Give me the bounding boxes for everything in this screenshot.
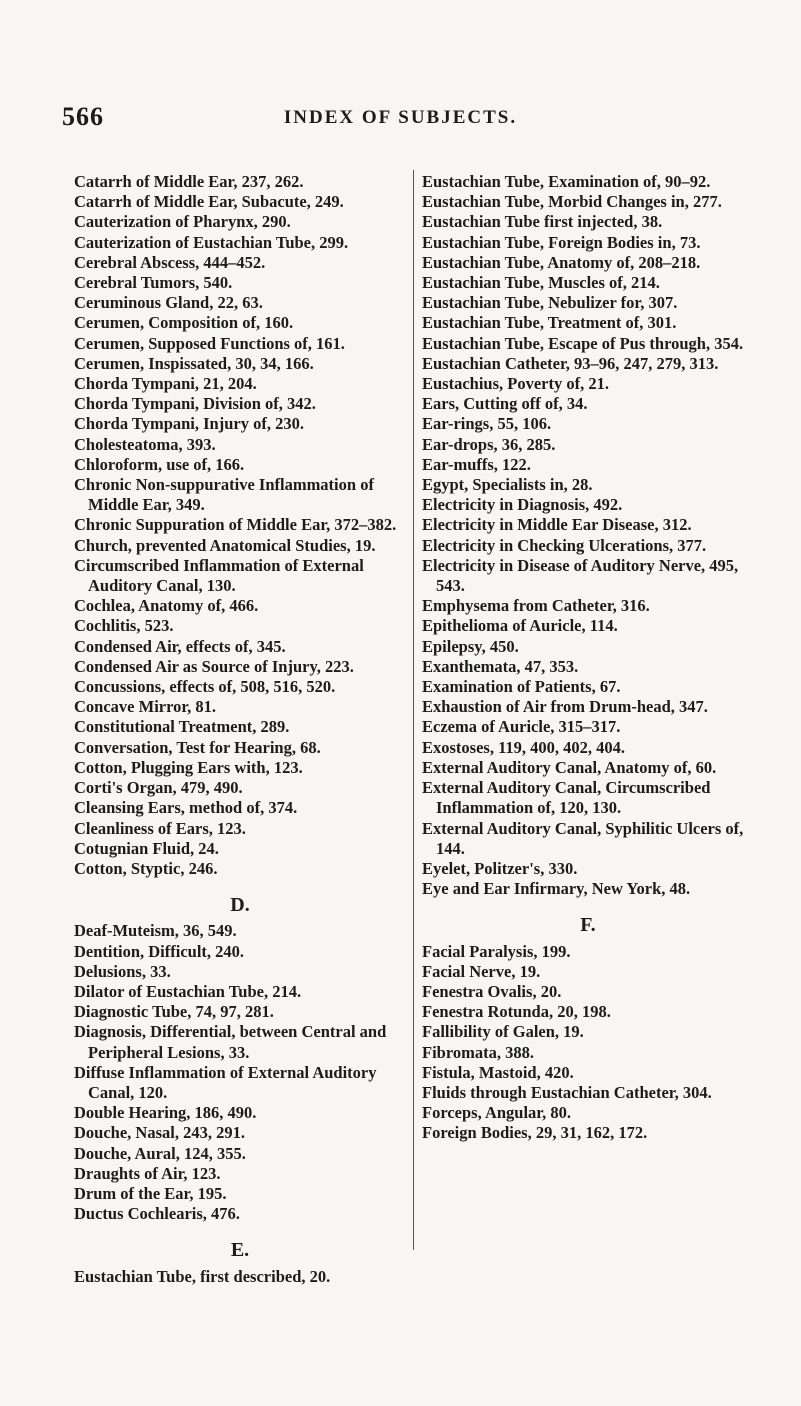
index-entry: Ear-rings, 55, 106. [422,414,552,434]
index-entry: Douche, Aural, 124, 355. [74,1143,246,1163]
index-entry: Circumscribed Inflammation of External Auditory Canal, 130. [74,555,364,596]
index-entry: Drum of the Ear, 195. [74,1183,227,1203]
index-entry: Ear-muffs, 122. [422,454,531,474]
index-entry: Cochlitis, 523. [74,616,174,636]
index-entry: Facial Nerve, 19. [422,961,541,981]
section-letter: D. [230,894,250,917]
running-head: INDEX OF SUBJECTS. [283,107,518,128]
index-entry: Eye and Ear Infirmary, New York, 48. [422,879,691,899]
index-entry: Electricity in Middle Ear Disease, 312. [422,515,692,535]
index-entry: Electricity in Checking Ulcerations, 377. [422,535,707,555]
index-entry: Epilepsy, 450. [422,636,519,656]
index-entry: Cochlea, Anatomy of, 466. [74,596,259,616]
index-entry: External Auditory Canal, Anatomy of, 60. [422,757,717,777]
section-letter: F. [580,914,596,937]
index-entry: Dilator of Eustachian Tube, 214. [74,981,302,1001]
index-entry: Cotugnian Fluid, 24. [74,838,219,858]
index-entry: External Auditory Canal, Circumscribed Inflammation of, 120, 130. [422,778,711,818]
index-entry: Double Hearing, 186, 490. [74,1103,257,1123]
right-index-column [422,172,754,1144]
index-entry: Diffuse Inflammation of External Auditory Canal, 120. [74,1062,377,1102]
column-divider [413,170,414,1250]
index-entry: Constitutional Treatment, 289. [74,717,290,737]
index-entry: Catarrh of Middle Ear, Subacute, 249. [74,192,344,212]
index-entry: Church, prevented Anatomical Studies, 19. [74,535,376,555]
index-entry: Draughts of Air, 123. [74,1163,221,1183]
index-entry: Fenestra Ovalis, 20. [422,981,562,1001]
index-entry: Emphysema from Catheter, 316. [422,596,650,616]
index-entry: Eustachian Tube, Muscles of, 214. [422,273,660,293]
index-entry: Cerumen, Inspissated, 30, 34, 166. [74,353,314,373]
index-entry: Eustachian Catheter, 93–96, 247, 279, 313. [422,353,719,373]
index-entry: Eustachius, Poverty of, 21. [422,374,609,394]
index-entry: Fistula, Mastoid, 420. [422,1062,574,1082]
index-entry: Chronic Suppuration of Middle Ear, 372–382. [74,515,397,535]
index-entry: Condensed Air, effects of, 345. [74,636,286,656]
index-entry: Eustachian Tube, Nebulizer for, 307. [422,293,678,313]
index-entry: Exhaustion of Air from Drum-head, 347. [422,697,708,717]
index-entry: Catarrh of Middle Ear, 237, 262. [74,172,304,191]
index-entry: Cauterization of Pharynx, 290. [74,212,291,232]
index-entry: Exostoses, 119, 400, 402, 404. [422,737,626,757]
index-entry: Dentition, Difficult, 240. [74,941,245,961]
page-number: 566 [62,102,104,131]
index-entry: Exanthemata, 47, 353. [422,656,579,676]
index-entry: Eyelet, Politzer's, 330. [422,858,578,878]
index-entry: Condensed Air as Source of Injury, 223. [74,656,354,676]
index-entry: Electricity in Diagnosis, 492. [422,495,623,515]
index-entry: Egypt, Specialists in, 28. [422,475,593,495]
index-entry: Fallibility of Galen, 19. [422,1022,584,1042]
index-entry: Eustachian Tube, first described, 20. [74,1266,331,1286]
index-entry: Ear-drops, 36, 285. [422,434,556,454]
index-entry: Eustachian Tube first injected, 38. [422,212,663,232]
index-entry: External Auditory Canal, Syphilitic Ulcers of, 144. [422,818,744,858]
index-entry: Eustachian Tube, Examination of, 90–92. [422,172,711,191]
index-entry: Foreign Bodies, 29, 31, 162, 172. [422,1123,648,1143]
index-entry: Corti's Organ, 479, 490. [74,778,243,798]
index-entry: Delusions, 33. [74,961,171,981]
index-entry: Epithelioma of Auricle, 114. [422,616,618,636]
index-entry: Douche, Nasal, 243, 291. [74,1123,245,1143]
index-entry: Ears, Cutting off of, 34. [422,394,588,414]
index-entry: Cauterization of Eustachian Tube, 299. [74,232,349,252]
index-entry: Eustachian Tube, Foreign Bodies in, 73. [422,232,701,252]
index-entry: Cleanliness of Ears, 123. [74,818,246,838]
index-entry: Cholesteatoma, 393. [74,434,216,454]
index-entry: Cerumen, Composition of, 160. [74,313,294,333]
index-entry: Conversation, Test for Hearing, 68. [74,737,321,757]
index-entry: Diagnosis, Differential, between Central and Peripheral Lesions, 33. [74,1022,387,1062]
section-letter: E. [230,1239,250,1262]
index-entry: Electricity in Disease of Auditory Nerve, 495, 543. [422,555,739,596]
index-entry: Facial Paralysis, 199. [422,941,571,961]
index-entry: Eustachian Tube, Anatomy of, 208–218. [422,252,701,272]
index-entry: Eustachian Tube, Morbid Changes in, 277. [422,192,722,212]
index-entry: Eustachian Tube, Escape of Pus through, 354. [422,333,744,353]
index-entry: Ductus Cochlearis, 476. [74,1204,240,1224]
index-entry: Eczema of Auricle, 315–317. [422,717,621,737]
index-entry: Cerebral Abscess, 444–452. [74,252,266,272]
index-entry: Cotton, Styptic, 246. [74,858,218,878]
index-entry: Concave Mirror, 81. [74,697,217,717]
index-entry: Cotton, Plugging Ears with, 123. [74,757,303,777]
index-entry: Chorda Tympani, 21, 204. [74,374,257,394]
index-entry: Diagnostic Tube, 74, 97, 281. [74,1002,274,1022]
index-entry: Cerebral Tumors, 540. [74,273,233,293]
index-entry: Eustachian Tube, Treatment of, 301. [422,313,677,333]
index-entry: Chorda Tympani, Injury of, 230. [74,414,304,434]
index-entry: Fibromata, 388. [422,1042,534,1062]
index-entry: Ceruminous Gland, 22, 63. [74,293,263,313]
index-entry: Fenestra Rotunda, 20, 198. [422,1002,611,1022]
index-entry: Cerumen, Supposed Functions of, 161. [74,333,345,353]
index-entry: Concussions, effects of, 508, 516, 520. [74,677,336,697]
index-entry: Fluids through Eustachian Catheter, 304. [422,1082,712,1102]
index-entry: Forceps, Angular, 80. [422,1103,571,1123]
index-entry: Deaf-Muteism, 36, 549. [74,921,237,941]
index-entry: Chronic Non-suppurative Inflammation of Middle Ear, 349. [74,475,374,515]
index-entry: Cleansing Ears, method of, 374. [74,798,298,818]
left-index-column [74,172,406,1287]
index-entry: Chloroform, use of, 166. [74,454,245,474]
index-entry: Examination of Patients, 67. [422,677,621,697]
index-entry: Chorda Tympani, Division of, 342. [74,394,316,414]
